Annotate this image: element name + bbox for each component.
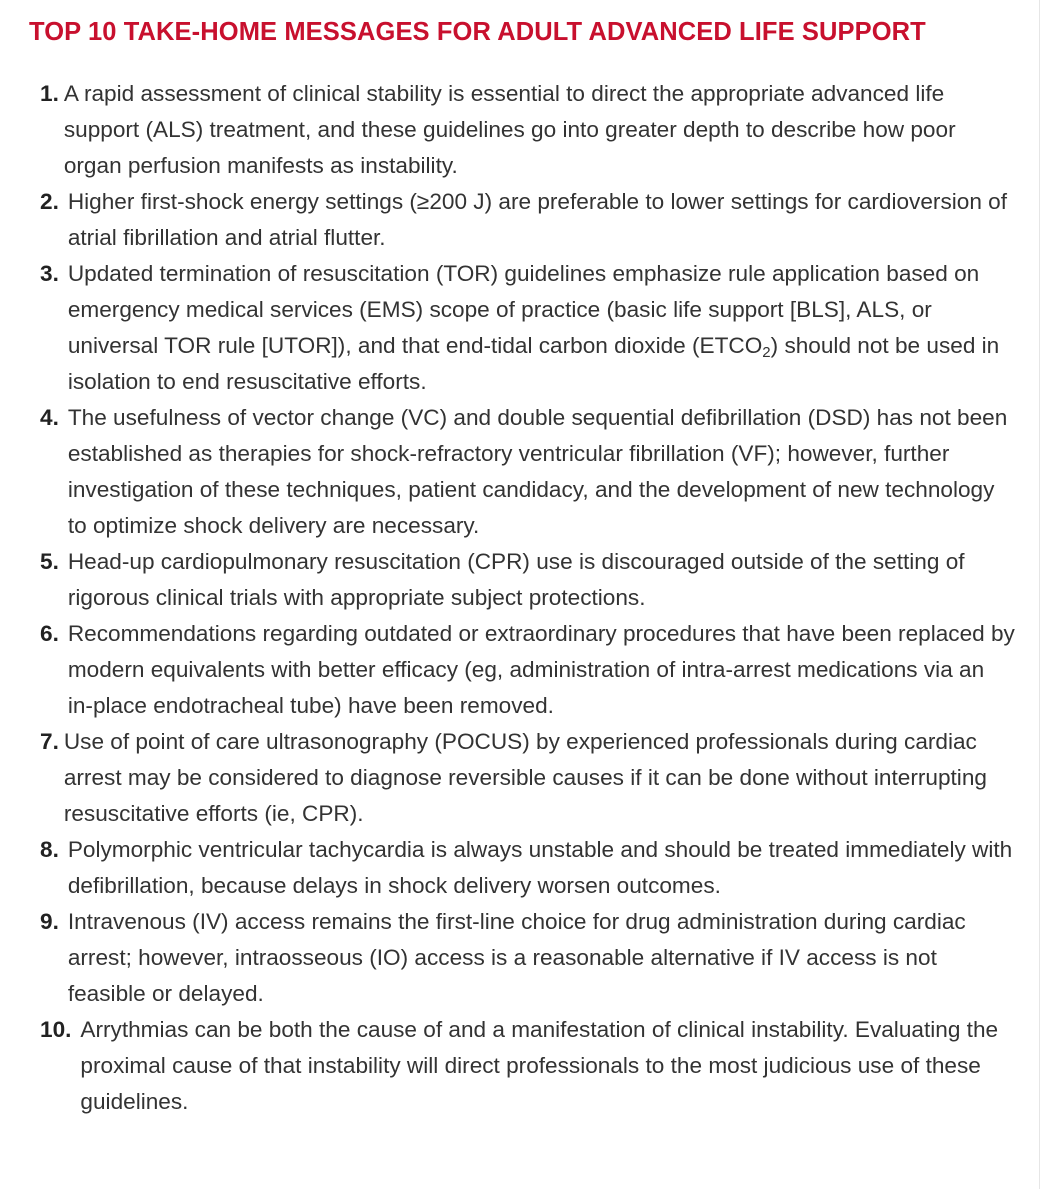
list-item xyxy=(40,184,1015,256)
item-number: 10. xyxy=(40,1017,72,1042)
item-text: Higher first-shock energy settings (≥200 J) are preferable to lower settings for cardioversion of atrial fibrillation and atrial flutter. xyxy=(67,189,1008,250)
take-home-messages-list xyxy=(40,76,1015,1120)
list-item xyxy=(40,724,1015,832)
item-text: The usefulness of vector change (VC) and double sequential defibrillation (DSD) has not been established as therapies for shock-refractory ventricular fibrillation (VF); however, further investigation of these techniques, patient candidacy, and the development of new technology to optimize shock delivery are necessary. xyxy=(67,405,1008,538)
item-text xyxy=(68,256,1015,400)
item-number: 7. xyxy=(40,729,59,754)
list-item xyxy=(40,904,1015,1012)
item-text: Head-up cardiopulmonary resuscitation (CPR) use is discouraged outside of the setting of rigorous clinical trials with appropriate subject protections. xyxy=(67,549,965,610)
list-item xyxy=(40,616,1015,724)
item-text-part: Updated termination of resuscitation (TOR) guidelines emphasize rule application based on emergency medical services (EMS) scope of practice (basic life support [BLS], ALS, or universal TOR rule [UTOR]), and that end-tidal carbon dioxide (ETCO xyxy=(67,261,980,358)
list-item xyxy=(40,832,1015,904)
page-title: TOP 10 TAKE-HOME MESSAGES FOR ADULT ADVANCED LIFE SUPPORT xyxy=(29,18,926,46)
list-item xyxy=(40,256,1015,400)
item-number: 9. xyxy=(40,909,59,934)
item-number: 6. xyxy=(40,621,59,646)
item-text: A rapid assessment of clinical stability is essential to direct the appropriate advanced life support (ALS) treatment, and these guidelines go into greater depth to describe how poor organ perfusion manifests as instability. xyxy=(63,81,956,178)
item-number: 2. xyxy=(40,189,59,214)
item-number: 5. xyxy=(40,549,59,574)
subscript: 2 xyxy=(762,344,771,361)
item-text: Intravenous (IV) access remains the first-line choice for drug administration during cardiac arrest; however, intraosseous (IO) access is a reasonable alternative if IV access is not feasible or delayed. xyxy=(67,909,966,1006)
item-text-part: ) should not be used in isolation to end resuscitative efforts. xyxy=(67,333,1000,394)
list-item xyxy=(40,76,1015,184)
item-text: Arrythmias can be both the cause of and a manifestation of clinical instability. Evaluating the proximal cause of that instability will direct professionals to the most judicious use of these guidelines. xyxy=(80,1017,999,1114)
list-item xyxy=(40,1012,1015,1120)
list-item xyxy=(40,544,1015,616)
item-number: 8. xyxy=(40,837,59,862)
item-text: Polymorphic ventricular tachycardia is always unstable and should be treated immediately with defibrillation, because delays in shock delivery worsen outcomes. xyxy=(67,837,1013,898)
scrollbar-track[interactable] xyxy=(1039,0,1061,1189)
item-number: 4. xyxy=(40,405,59,430)
list-item xyxy=(40,400,1015,544)
item-text: Recommendations regarding outdated or extraordinary procedures that have been replaced by modern equivalents with better efficacy (eg, administration of intra-arrest medications via an in-place endotracheal tube) have been removed. xyxy=(67,621,1015,718)
item-text: Use of point of care ultrasonography (POCUS) by experienced professionals during cardiac arrest may be considered to diagnose reversible causes if it can be done without interrupting resuscitative efforts (ie, CPR). xyxy=(63,729,987,826)
item-number: 1. xyxy=(40,81,59,106)
item-number: 3. xyxy=(40,261,59,286)
